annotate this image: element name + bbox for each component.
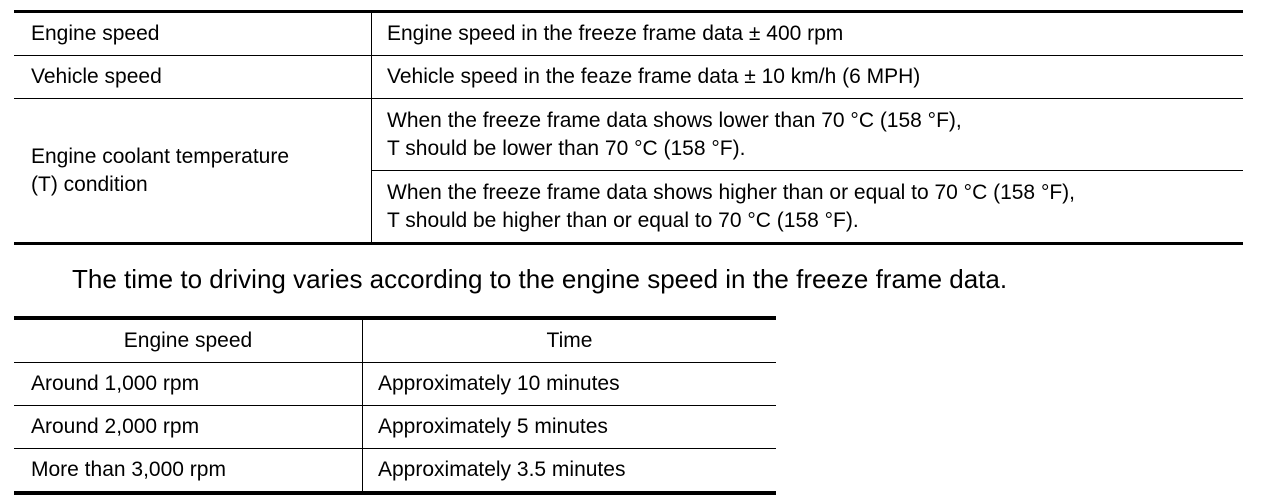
column-header-engine-speed: Engine speed bbox=[14, 318, 363, 363]
driving-time-table bbox=[14, 316, 776, 495]
table-row bbox=[14, 12, 1243, 56]
time-cell: Approximately 5 minutes bbox=[363, 406, 777, 449]
engine-speed-cell: More than 3,000 rpm bbox=[14, 449, 363, 494]
condition-label-line: Engine coolant temperature bbox=[31, 144, 289, 168]
condition-value-line: Engine speed in the freeze frame data ± 400 rpm bbox=[387, 22, 844, 45]
engine-speed-cell: Around 2,000 rpm bbox=[14, 406, 363, 449]
condition-value-line: Vehicle speed in the feaze frame data ± 10 km/h (6 MPH) bbox=[387, 65, 921, 88]
time-cell: Approximately 3.5 minutes bbox=[378, 458, 626, 481]
table-row bbox=[14, 449, 776, 494]
driving-time-note: The time to driving varies according to the engine speed in the freeze frame data. bbox=[72, 264, 1008, 294]
condition-value-line: When the freeze frame data shows lower than 70 °C (158 °F), bbox=[387, 108, 962, 132]
table-row bbox=[14, 363, 776, 406]
condition-label-vehicle-speed bbox=[14, 56, 372, 99]
condition-label-engine-speed bbox=[14, 12, 372, 56]
condition-value-line: T should be higher than or equal to 70 °C (158 °F). bbox=[387, 208, 859, 232]
table-row bbox=[14, 56, 1243, 99]
condition-value-coolant-higher bbox=[372, 171, 1244, 244]
engine-speed-cell: Around 1,000 rpm bbox=[14, 363, 363, 406]
condition-label-line: (T) condition bbox=[31, 172, 148, 196]
condition-label-line: Engine speed bbox=[31, 22, 160, 45]
driving-condition-table bbox=[14, 10, 1243, 245]
condition-value-line: When the freeze frame data shows higher than or equal to 70 °C (158 °F), bbox=[387, 180, 1075, 204]
time-cell: Approximately 10 minutes bbox=[363, 363, 777, 406]
condition-value-line: T should be lower than 70 °C (158 °F). bbox=[387, 136, 746, 160]
condition-value-engine-speed bbox=[372, 12, 1244, 56]
table-header-row bbox=[14, 318, 776, 363]
table-row bbox=[14, 406, 776, 449]
condition-value-coolant-lower bbox=[372, 99, 1244, 171]
table-row bbox=[14, 99, 1243, 171]
condition-label-line: Vehicle speed bbox=[31, 65, 162, 88]
condition-label-coolant-temperature bbox=[14, 99, 372, 244]
condition-value-vehicle-speed bbox=[372, 56, 1244, 99]
column-header-time: Time bbox=[363, 318, 777, 363]
